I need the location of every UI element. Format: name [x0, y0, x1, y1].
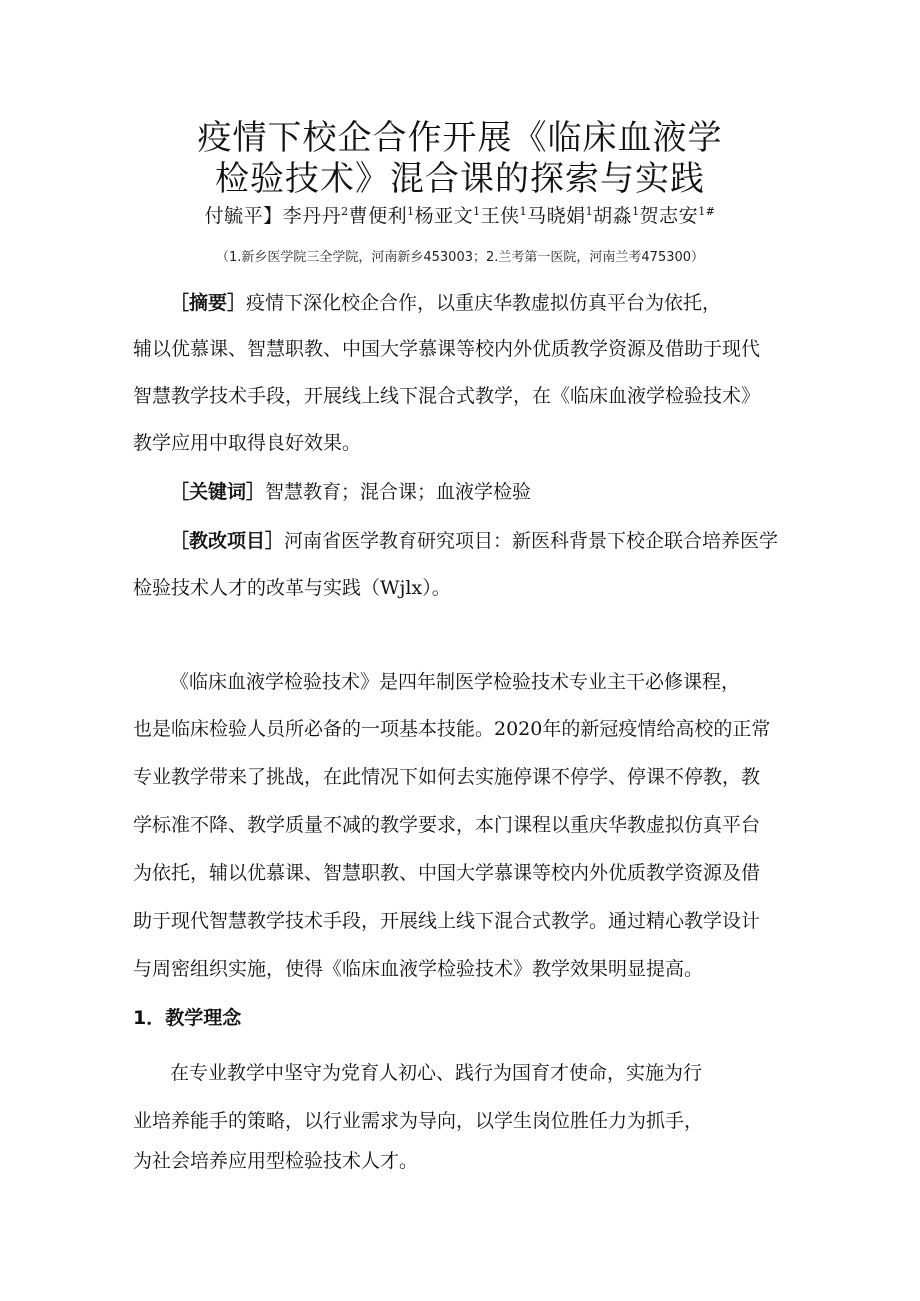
author-affil-mark: 1: [585, 205, 594, 218]
author-name: 王侠: [480, 205, 520, 227]
body-p2-line: 为社会培养应用型检验技术人才。: [133, 1150, 419, 1172]
title-line-2: 检验技术》混合课的探索与实践: [215, 159, 705, 199]
project-line-1: [170, 526, 778, 553]
author-name: 胡淼: [593, 205, 633, 227]
affiliation: （1.新乡医学院三全学院，河南新乡453003；2.兰考第一医院，河南兰考475300）: [215, 250, 705, 265]
abstract-label: ［摘要］: [170, 292, 247, 314]
project-text: 河南省医学教育研究项目：新医科背景下校企联合培养医学: [284, 530, 779, 552]
abstract-line-1: [170, 288, 721, 315]
abstract-text: 疫情下深化校企合作，以重庆华教虚拟仿真平台为依托，: [246, 292, 722, 314]
author-line: [0, 201, 920, 228]
body-p1-line: 学标准不降、教学质量不减的教学要求，本门课程以重庆华教虚拟仿真平台: [133, 814, 761, 836]
author-name: 付毓平】李丹丹: [204, 205, 342, 227]
author-affil-mark: 1: [407, 205, 415, 218]
keywords-line: [170, 477, 531, 504]
author-affil-mark: 1: [632, 205, 640, 218]
keywords-label: ［关键词］: [170, 481, 266, 503]
body-p1-line: 也是临床检验人员所必备的一项基本技能。2020年的新冠疫情给高校的正常: [133, 718, 771, 740]
author-name: 马晓娟: [527, 205, 586, 227]
author-name: 曹便利: [348, 205, 408, 227]
body-p1-line: 专业教学带来了挑战，在此情况下如何去实施停课不停学、停课不停教，教: [133, 766, 761, 788]
body-p1-line: 《临床血液学检验技术》是四年制医学检验技术专业主干必修课程，: [170, 671, 741, 693]
abstract-line-2: 辅以优慕课、智慧职教、中国大学慕课等校内外优质教学资源及借助于现代: [133, 338, 761, 360]
author-name: 贺志安: [639, 205, 699, 227]
title-line-1: 疫情下校企合作开展《临床血液学: [197, 118, 723, 158]
author-affil-mark: 1: [519, 205, 528, 218]
body-p2-line: 在专业教学中坚守为党育人初心、践行为国育才使命，实施为行: [170, 1062, 703, 1084]
body-p1-line: 与周密组织实施，使得《临床血液学检验技术》教学效果明显提高。: [133, 958, 704, 980]
project-label: ［教改项目］: [170, 530, 285, 552]
author-affil-mark: 1: [473, 205, 481, 218]
keywords-text: 智慧教育；混合课；血液学检验: [265, 481, 532, 503]
author-affil-mark: 2: [341, 205, 349, 218]
author-affil-mark: 1#: [698, 205, 716, 218]
body-p2-line: 业培养能手的策略，以行业需求为导向，以学生岗位胜任力为抓手，: [133, 1110, 704, 1132]
abstract-line-4: 教学应用中取得良好效果。: [133, 432, 362, 454]
body-p1-line: 助于现代智慧教学技术手段，开展线上线下混合式教学。通过精心教学设计: [133, 910, 761, 932]
section-heading-1: 1．教学理念: [133, 1007, 242, 1029]
abstract-line-3: 智慧教学技术手段，开展线上线下混合式教学，在《临床血液学检验技术》: [133, 385, 761, 407]
body-p1-line: 为依托，辅以优慕课、智慧职教、中国大学慕课等校内外优质教学资源及借: [133, 862, 761, 884]
author-name: 杨亚文: [414, 205, 474, 227]
project-line-2: 检验技术人才的改革与实践（Wjlx）。: [133, 577, 451, 599]
